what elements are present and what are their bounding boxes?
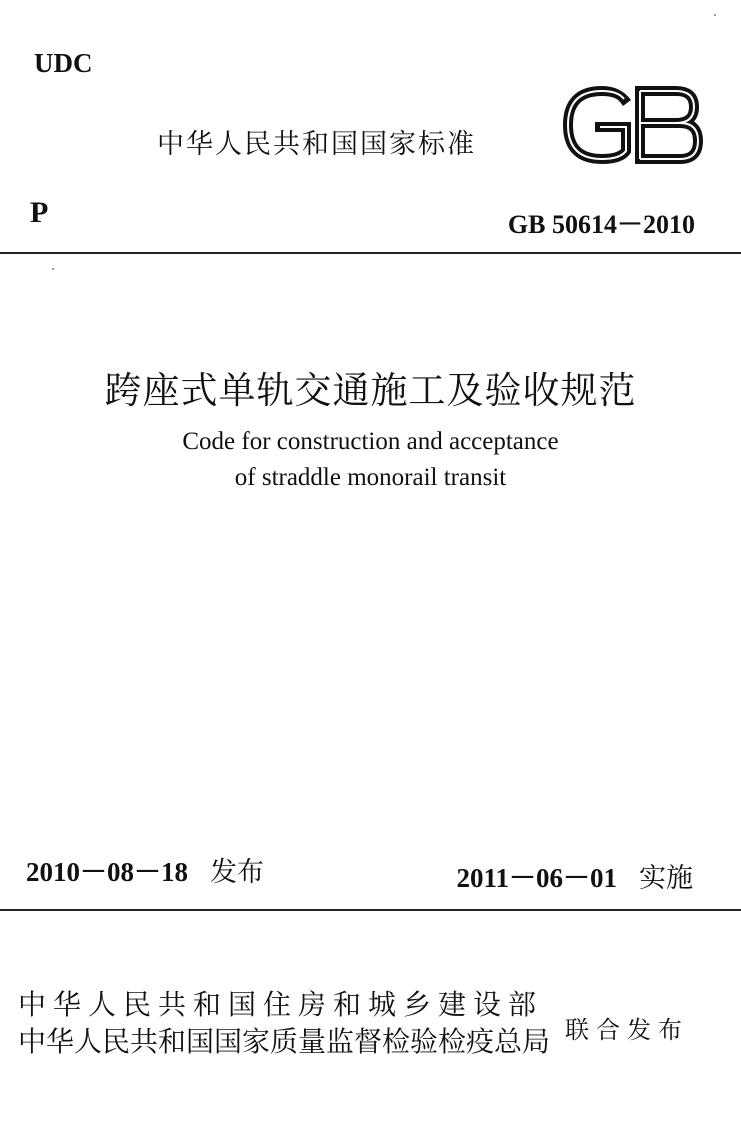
joint-issue-label: 联合发布 (565, 1016, 689, 1044)
implement-label: 实施 (639, 863, 693, 894)
udc-label: UDC (34, 48, 93, 78)
gb-logo-icon (558, 85, 704, 165)
scan-speck (714, 14, 716, 16)
publisher-line-2: 中华人民共和国国家质量监督检验检疫总局 (18, 1025, 551, 1058)
issue-label: 发布 (210, 857, 264, 888)
issuing-category: 中华人民共和国国家标准 (157, 129, 476, 160)
standard-number: GB 50614－2010 (507, 210, 695, 239)
title-english-line1: Code for construction and acceptance (182, 428, 559, 455)
title-english-line2: of straddle monorail transit (234, 464, 507, 491)
bottom-divider (0, 909, 741, 911)
publisher-line-1: 中华人民共和国住房和城乡建设部 (18, 988, 544, 1021)
title-chinese: 跨座式单轨交通施工及验收规范 (104, 369, 637, 412)
implement-date: 2011－06－01 (456, 863, 617, 893)
issue-date-row (26, 850, 264, 889)
issue-date: 2010－08－18 (26, 857, 188, 887)
classification-code: P (30, 196, 49, 229)
top-divider (0, 252, 741, 254)
scan-speck (52, 268, 54, 270)
implement-date-row (456, 856, 693, 895)
